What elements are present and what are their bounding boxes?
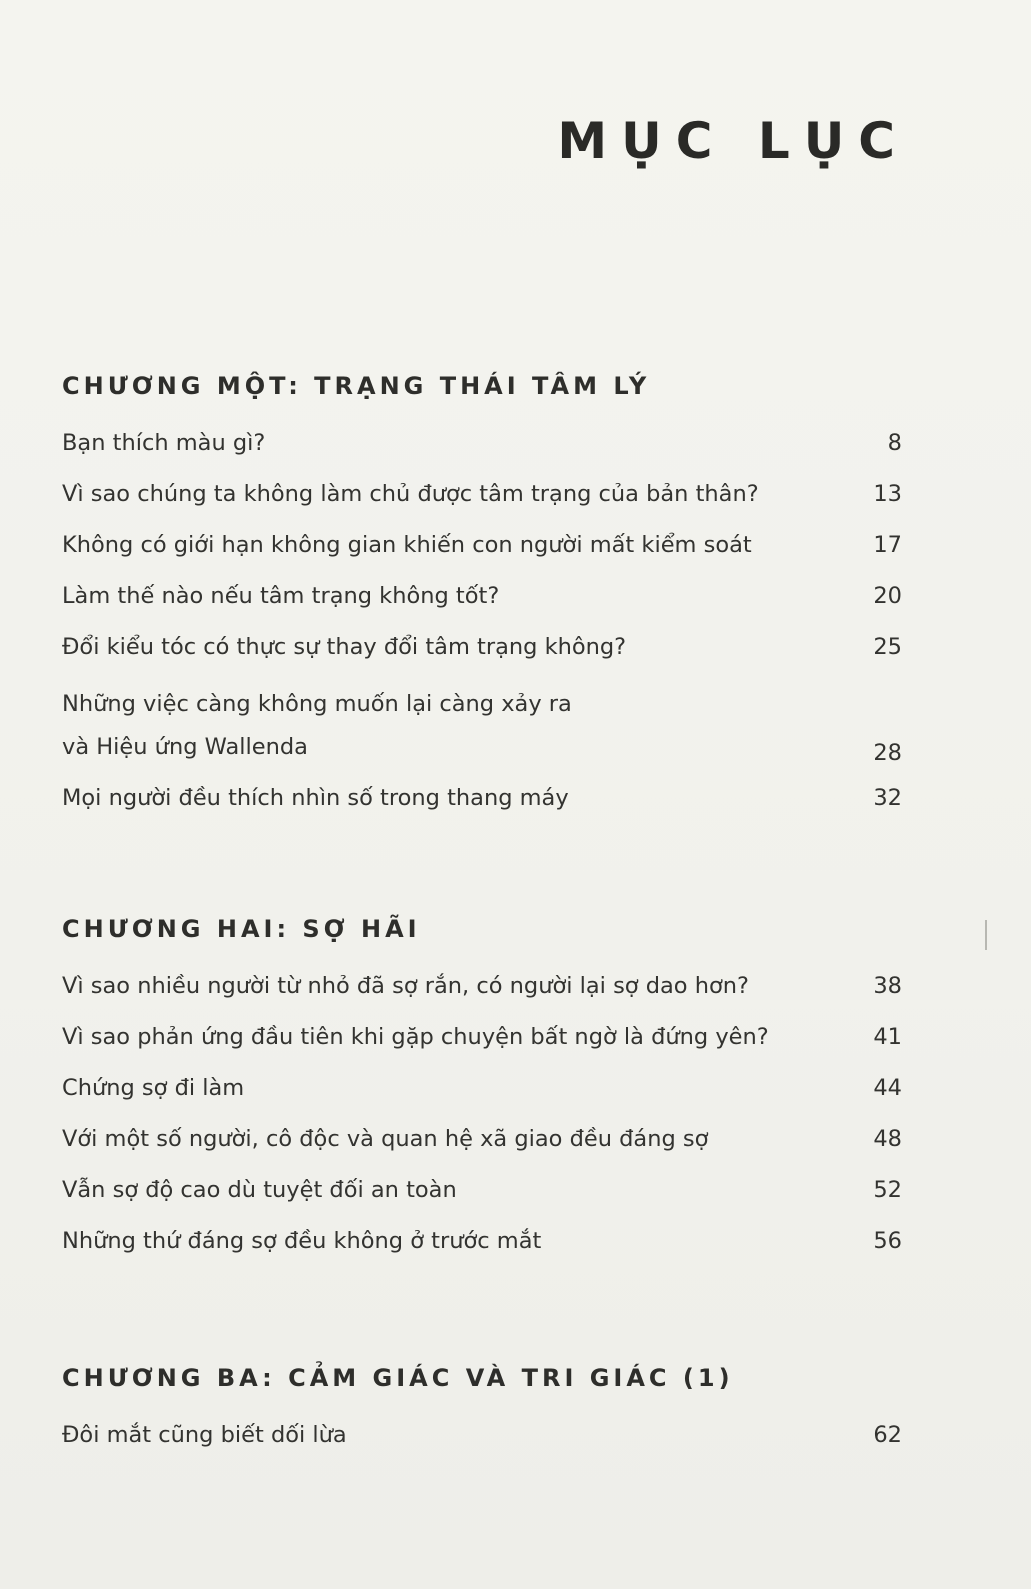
toc-entry-label: Bạn thích màu gì? <box>62 430 266 456</box>
toc-entry-page: 52 <box>873 1177 902 1203</box>
page-edge-mark <box>985 920 987 950</box>
toc-entry-label: Vì sao chúng ta không làm chủ được tâm trạng của bản thân? <box>62 481 759 507</box>
toc-entry-label: Đôi mắt cũng biết dối lừa <box>62 1422 347 1448</box>
toc-entry-label-line1: Những việc càng không muốn lại càng xảy ra <box>62 691 572 717</box>
toc-entry-page: 62 <box>873 1422 902 1448</box>
toc-entry-label: Không có giới hạn không gian khiến con người mất kiểm soát <box>62 532 752 558</box>
toc-entry-label: Mọi người đều thích nhìn số trong thang máy <box>62 785 569 811</box>
toc-entry-label: Vẫn sợ độ cao dù tuyệt đối an toàn <box>62 1177 457 1203</box>
toc-entry <box>62 783 902 814</box>
chapter-heading: CHƯƠNG HAI: SỢ HÃI <box>62 915 421 943</box>
chapter-section-3 <box>62 1364 902 1471</box>
toc-entry-label <box>62 683 862 769</box>
toc-entry <box>62 530 902 561</box>
toc-entry <box>62 1420 902 1451</box>
toc-entry-page: 13 <box>873 481 902 507</box>
toc-entry-label: Chứng sợ đi làm <box>62 1075 245 1101</box>
chapter-heading: CHƯƠNG MỘT: TRẠNG THÁI TÂM LÝ <box>62 372 651 400</box>
toc-entry-page: 56 <box>873 1228 902 1254</box>
toc-entry-page: 8 <box>887 430 902 456</box>
toc-entry-page: 28 <box>873 740 902 766</box>
toc-entry-page: 41 <box>873 1024 902 1050</box>
toc-entry-page: 32 <box>873 785 902 811</box>
toc-entry <box>62 683 902 769</box>
toc-entry-label: Với một số người, cô độc và quan hệ xã giao đều đáng sợ <box>62 1126 709 1152</box>
toc-entry <box>62 428 902 459</box>
toc-entry <box>62 1022 902 1053</box>
toc-entry-label: Vì sao phản ứng đầu tiên khi gặp chuyện bất ngờ là đứng yên? <box>62 1024 769 1050</box>
toc-entry-page: 38 <box>873 973 902 999</box>
toc-entry <box>62 479 902 510</box>
toc-entry-label-line2: và Hiệu ứng Wallenda <box>62 734 308 760</box>
toc-entry-label: Đổi kiểu tóc có thực sự thay đổi tâm trạng không? <box>62 634 627 660</box>
chapter-section-2 <box>62 915 902 1277</box>
page-title: MỤC LỤC <box>557 112 909 170</box>
toc-entry <box>62 1073 902 1104</box>
toc-entry <box>62 1226 902 1257</box>
toc-entry <box>62 581 902 612</box>
toc-entry <box>62 632 902 663</box>
toc-entry-page: 25 <box>873 634 902 660</box>
toc-entry-page: 20 <box>873 583 902 609</box>
chapter-section-1 <box>62 372 902 834</box>
toc-entry <box>62 1124 902 1155</box>
toc-entry-label: Vì sao nhiều người từ nhỏ đã sợ rắn, có người lại sợ dao hơn? <box>62 973 749 999</box>
toc-entry <box>62 1175 902 1206</box>
toc-entry-label: Những thứ đáng sợ đều không ở trước mắt <box>62 1228 542 1254</box>
toc-entry <box>62 971 902 1002</box>
chapter-heading: CHƯƠNG BA: CẢM GIÁC VÀ TRI GIÁC (1) <box>62 1364 734 1392</box>
toc-entry-page: 44 <box>873 1075 902 1101</box>
toc-entry-page: 17 <box>873 532 902 558</box>
toc-entry-page: 48 <box>873 1126 902 1152</box>
toc-entry-label: Làm thế nào nếu tâm trạng không tốt? <box>62 583 500 609</box>
